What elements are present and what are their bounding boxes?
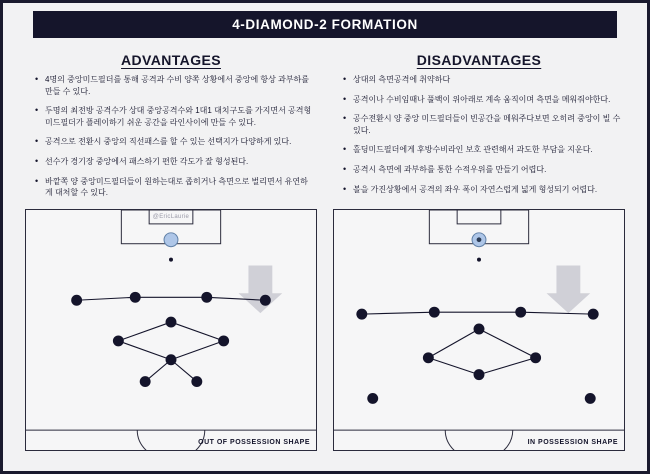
advantages-column: [17, 38, 325, 207]
disadvantages-list: [333, 74, 625, 195]
in-possession-wrap: [325, 209, 633, 451]
players-left: [71, 257, 271, 386]
pitch-label-left: OUT OF POSSESSION SHAPE: [198, 438, 310, 446]
player-dot: [166, 316, 177, 327]
list-item: • 공격으로 전환시 중앙의 직선패스를 할 수 있는 선택지가 다양하게 있다.: [35, 136, 315, 148]
player-links-left: [77, 297, 266, 381]
list-item: • 선수가 경기장 중앙에서 패스하기 편한 각도가 잘 형성된다.: [35, 156, 315, 168]
list-item: • 상대의 측면공격에 취약하다: [343, 74, 623, 86]
player-dot: [429, 306, 440, 317]
list-item: • 4명의 중앙미드필더를 통해 공격과 수비 양쪽 상황에서 중앙에 항상 과부하를 만들 수 있다.: [35, 74, 315, 97]
list-item: • 공격시 측면에 과부하를 통한 수적우위를 만들기 어렵다.: [343, 164, 623, 176]
player-links-right: [362, 312, 593, 374]
center-circle-arc: [445, 430, 513, 450]
pitch-diagrams: [3, 209, 647, 451]
advantages-list: [25, 74, 317, 199]
list-item: • 두명의 최전방 공격수가 상대 중앙공격수와 1대1 대치구도를 가지면서 공격형 미드필더가 플레이하기 쉬운 공간을 라인사이에 만들 수 있다.: [35, 105, 315, 128]
player-dot: [260, 295, 271, 306]
text-columns: [3, 38, 647, 207]
player-dot: [191, 376, 202, 387]
pitch-svg-right: [334, 210, 624, 450]
watermark: @EricLaurie: [152, 213, 190, 220]
list-item: • 홀딩미드필더에게 후방수비라인 보호 관련해서 과도한 부담을 지운다.: [343, 144, 623, 156]
list-item: • 볼을 가진상황에서 공격의 좌우 폭이 자연스럽게 넓게 형성되기 어렵다.: [343, 184, 623, 196]
player-dot: [474, 323, 485, 334]
ball-center-icon: [477, 237, 482, 242]
player-dot: [423, 352, 434, 363]
advantages-heading: ADVANTAGES: [121, 52, 221, 68]
disadvantages-column: [325, 38, 633, 207]
center-circle-arc: [137, 430, 205, 450]
pitch-in-possession: [333, 209, 625, 451]
player-dot: [356, 308, 367, 319]
marker-dot: [477, 257, 481, 261]
list-item: • 공수전환시 양 중앙 미드필더들이 빈공간을 메워주다보면 오히려 중앙이 빌 수 있다.: [343, 113, 623, 136]
player-dot: [113, 335, 124, 346]
player-dot: [474, 369, 485, 380]
player-dot: [585, 393, 596, 404]
marker-dot: [169, 257, 173, 261]
direction-arrow-right: [547, 265, 591, 313]
ball-icon: [164, 233, 178, 247]
pitch-label-right: IN POSSESSION SHAPE: [527, 438, 618, 446]
player-dot: [367, 393, 378, 404]
player-dot: [588, 308, 599, 319]
player-dot: [166, 354, 177, 365]
player-dot: [530, 352, 541, 363]
list-item: • 공격이나 수비임때나 풀백이 위아래로 계속 움직이며 측면을 메워줘야한다.: [343, 94, 623, 106]
disadvantages-heading: DISADVANTAGES: [416, 52, 542, 68]
list-item: • 바깥쪽 양 중앙미드필더들이 원하는대로 좁히거나 측면으로 벌리면서 유연하게 대처할 수 있다.: [35, 176, 315, 199]
six-yard-box-top: [457, 210, 501, 224]
direction-arrow-left: [239, 265, 283, 313]
player-dot: [71, 295, 82, 306]
out-of-possession-wrap: [17, 209, 325, 451]
pitch-out-of-possession: [25, 209, 317, 451]
page-title: 4-DIAMOND-2 FORMATION: [33, 11, 617, 38]
player-dot: [130, 292, 141, 303]
player-dot: [140, 376, 151, 387]
player-dot: [515, 306, 526, 317]
player-dot: [218, 335, 229, 346]
pitch-svg-left: [26, 210, 316, 450]
player-dot: [201, 292, 212, 303]
